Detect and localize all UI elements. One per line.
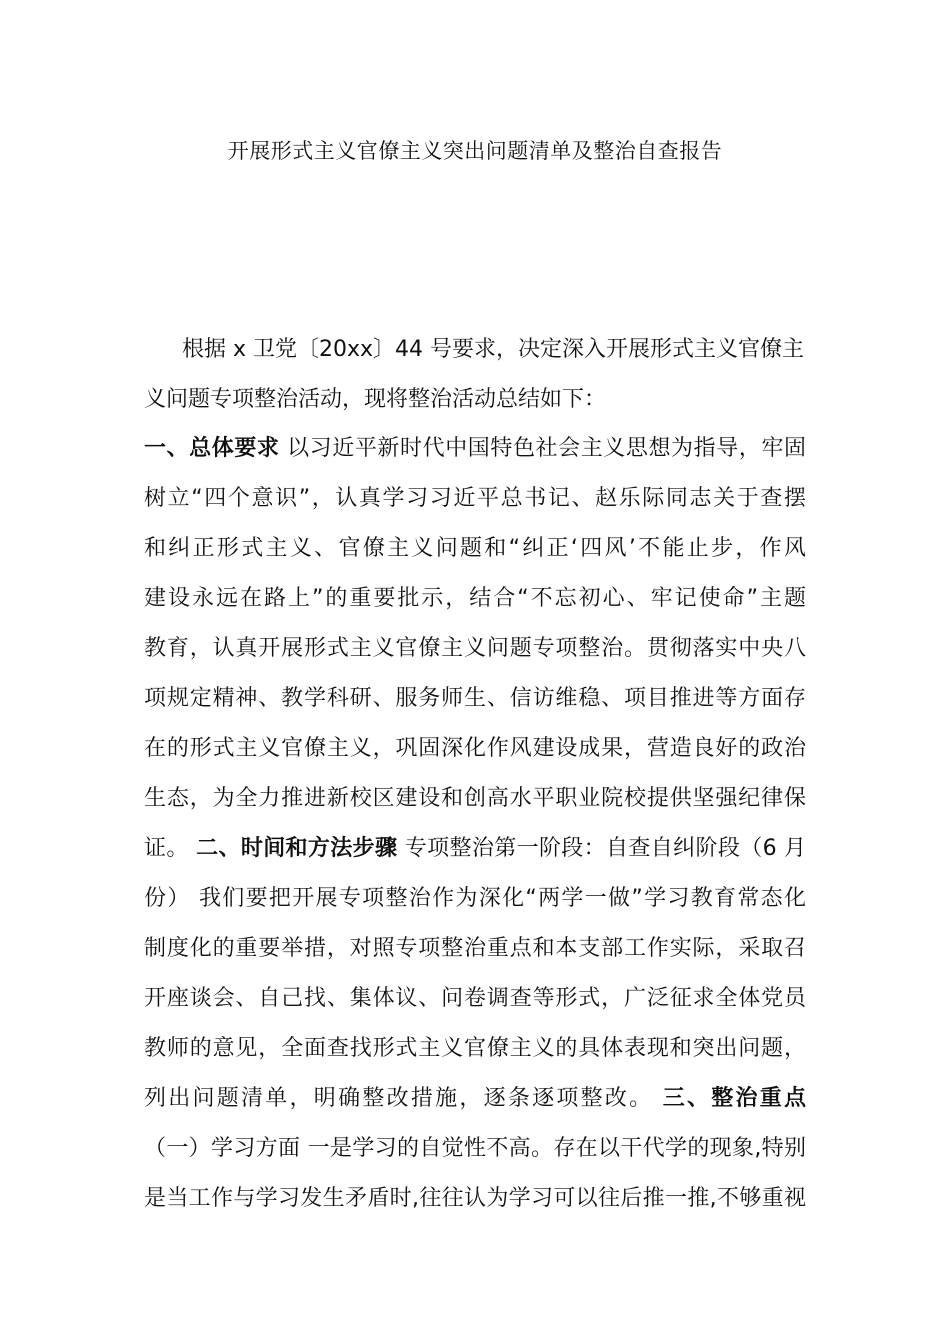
paragraph-line: 份） 我们要把开展专项整治作为深化“两学一做”学习教育常态化: [144, 886, 806, 911]
paragraph-text: 以习近平新时代中国特色社会主义思想为指导，牢固: [279, 436, 806, 461]
document-title: 开展形式主义官僚主义突出问题清单及整治自查报告: [227, 139, 723, 163]
section-heading-1: 一、总体要求: [144, 436, 280, 461]
paragraph-line: [144, 1084, 806, 1114]
paragraph-line: [144, 434, 806, 464]
paragraph-line: 是当工作与学习发生矛盾时,往往认为学习可以往后推一推,不够重视: [144, 1186, 806, 1211]
paragraph-line: 教师的意见，全面查找形式主义官僚主义的具体表现和突出问题，: [144, 1036, 806, 1061]
paragraph-line: 在的形式主义官僚主义，巩固深化作风建设成果，营造良好的政治: [144, 736, 806, 761]
paragraph-line: 树立“四个意识”，认真学习习近平总书记、赵乐际同志关于查摆: [144, 486, 806, 511]
intro-line-2: 义问题专项整治活动，现将整治活动总结如下：: [144, 387, 607, 412]
paragraph-line: 生态，为全力推进新校区建设和创高水平职业院校提供坚强纪律保: [144, 786, 806, 811]
paragraph-line: 制度化的重要举措，对照专项整治重点和本支部工作实际，采取召: [144, 936, 806, 961]
paragraph-text: 证。: [144, 836, 189, 861]
paragraph-line: 建设永远在路上”的重要批示，结合“不忘初心、牢记使命”主题: [144, 586, 806, 611]
paragraph-line: 和纠正形式主义、官僚主义问题和“纠正‘四风’不能止步，作风: [144, 536, 806, 561]
paragraph-line: [144, 834, 806, 864]
paragraph-text: 列出问题清单，明确整改措施，逐条逐项整改。: [144, 1086, 654, 1111]
intro-line-1: 根据 x 卫党〔20xx〕44 号要求，决定深入开展形式主义官僚主: [182, 337, 805, 362]
section-heading-2: 二、时间和方法步骤: [196, 836, 398, 861]
paragraph-line: 项规定精神、教学科研、服务师生、信访维稳、项目推进等方面存: [144, 686, 806, 711]
paragraph-line: 教育，认真开展形式主义官僚主义问题专项整治。贯彻落实中央八: [144, 636, 806, 661]
paragraph-line: （一）学习方面 一是学习的自觉性不高。存在以干代学的现象,特别: [144, 1136, 806, 1161]
paragraph-line: 开座谈会、自己找、集体议、问卷调查等形式，广泛征求全体党员: [144, 986, 806, 1011]
section-heading-3: 三、整治重点: [662, 1086, 806, 1111]
paragraph-text: 专项整治第一阶段：自查自纠阶段（6 月: [397, 836, 806, 861]
